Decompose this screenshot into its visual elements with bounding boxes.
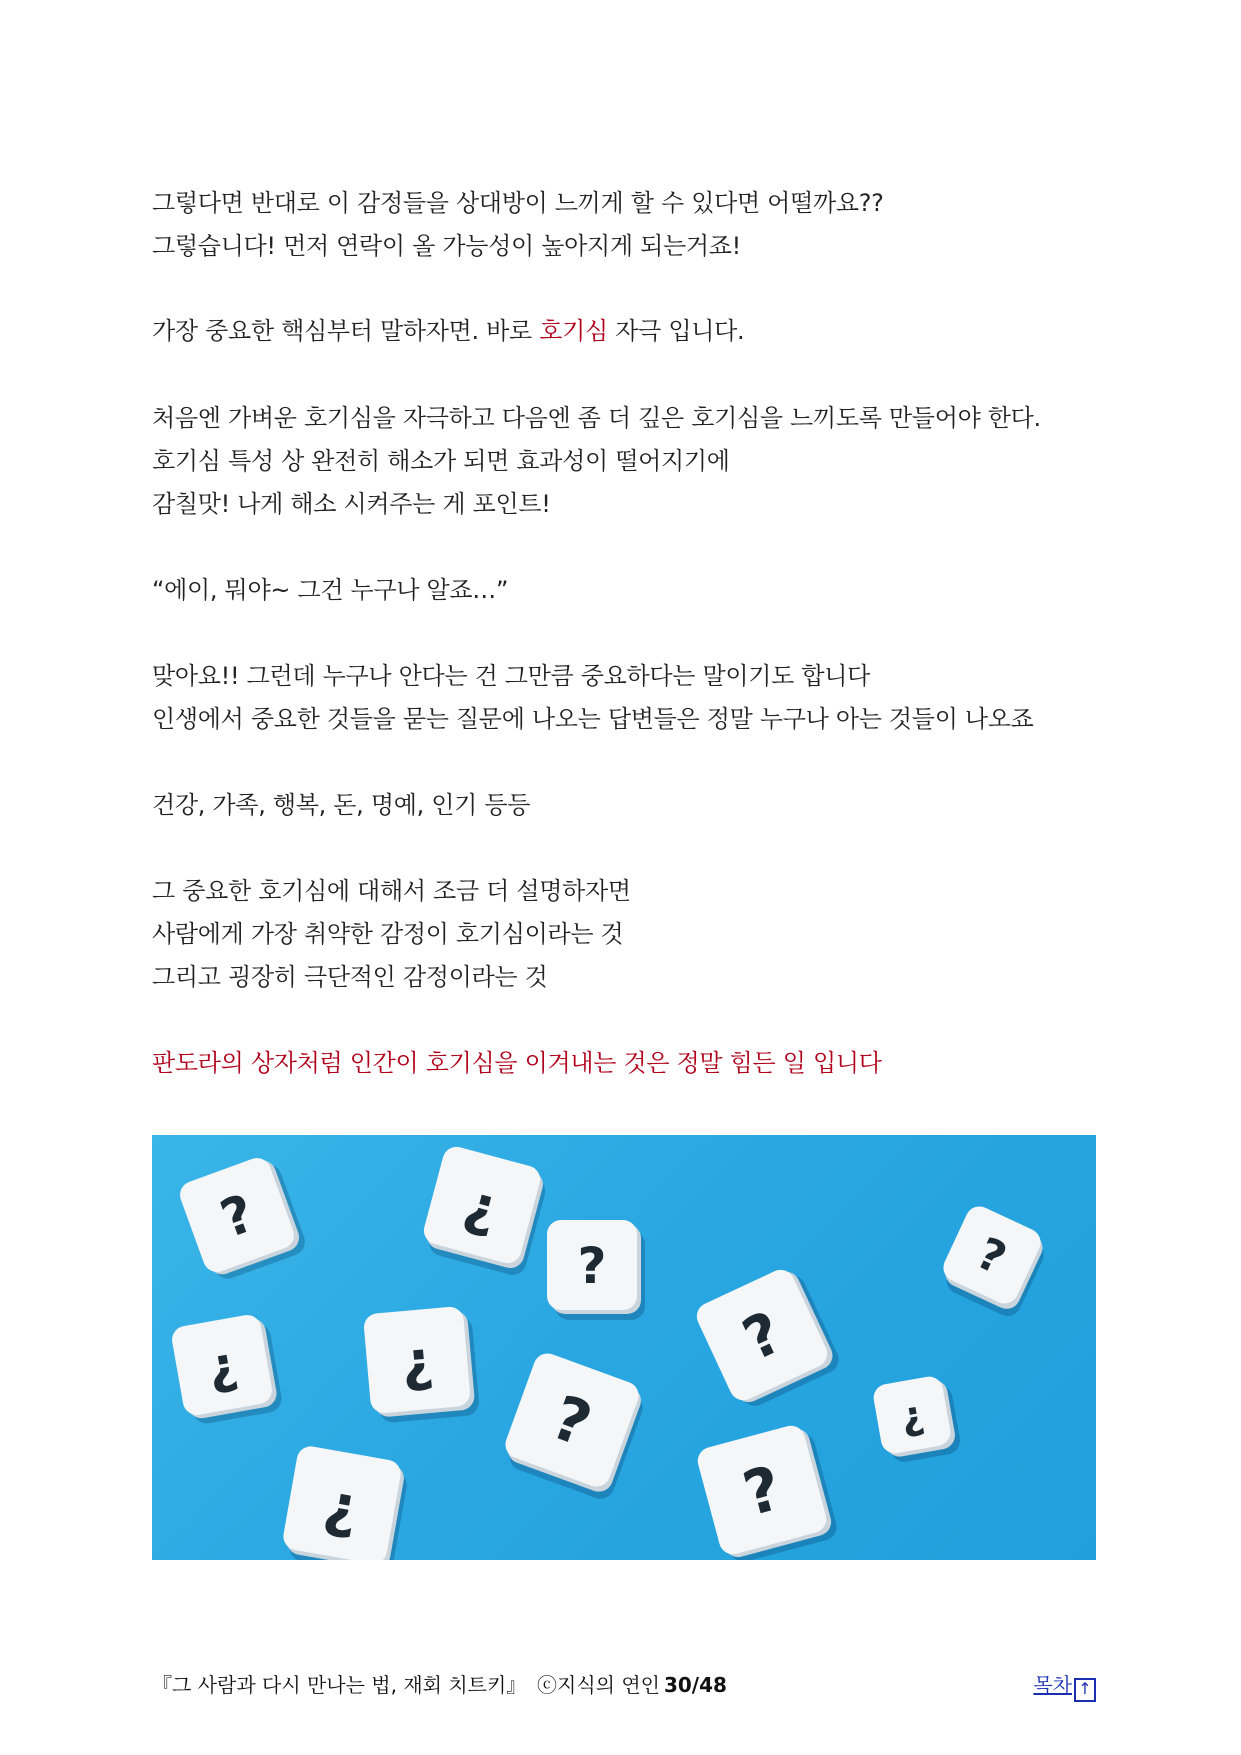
- paragraph-1-line-2: 그렇습니다! 먼저 연락이 올 가능성이 높아지게 되는거죠!: [152, 232, 741, 260]
- die-symbol: ¿: [458, 1170, 506, 1242]
- paragraph-3-line-1: 처음엔 가벼운 호기심을 자극하고 다음엔 좀 더 깊은 호기심을 느끼도록 만들어야 한다.: [152, 404, 1041, 432]
- die-symbol: ?: [969, 1227, 1014, 1285]
- question-die: [279, 1444, 410, 1560]
- die-symbol: ?: [577, 1237, 607, 1295]
- paragraph-3-line-2: 호기심 특성 상 완전히 해소가 되면 효과성이 떨어지기에: [152, 447, 730, 475]
- paragraph-3-line-3: 감칠맛! 나게 해소 시켜주는 게 포인트!: [152, 490, 551, 518]
- copyright-page: [537, 1670, 727, 1700]
- list-line: 건강, 가족, 행복, 돈, 명예, 인기 등등: [152, 791, 531, 819]
- die-symbol: ¿: [398, 1327, 436, 1395]
- paragraph-2: [152, 314, 744, 348]
- paragraph-5-line-2: 사람에게 가장 취약한 감정이 호기심이라는 것: [152, 920, 624, 948]
- die-symbol: ?: [213, 1183, 263, 1251]
- die-symbol: ?: [542, 1381, 601, 1461]
- paragraph-2-post: 자극 입니다.: [607, 317, 745, 345]
- question-die: [176, 1151, 309, 1285]
- question-die: [871, 1373, 962, 1465]
- paragraph-4-line-2: 인생에서 중요한 것들을 묻는 질문에 나오는 답변들은 정말 누구나 아는 것들이 나오죠: [152, 705, 1034, 733]
- paragraph-4-line-1: 맞아요!! 그런데 누구나 안다는 건 그만큼 중요하다는 말이기도 합니다: [152, 662, 871, 690]
- question-die: [418, 1144, 551, 1278]
- paragraph-1-line-1: 그렇다면 반대로 이 감정들을 상대방이 느끼게 할 수 있다면 어떨까요??: [152, 189, 884, 217]
- question-die: [498, 1350, 650, 1503]
- quote-line: “에이, 뭐야~ 그건 누구나 알죠…”: [152, 576, 509, 604]
- dice-illustration: [152, 1135, 1096, 1560]
- highlight-curiosity: 호기심: [539, 317, 608, 345]
- up-arrow-icon: ↑: [1074, 1678, 1096, 1702]
- toc-link[interactable]: [1033, 1670, 1096, 1702]
- die-symbol: ¿: [202, 1334, 242, 1398]
- paragraph-5-line-3: 그리고 굉장히 극단적인 감정이라는 것: [152, 963, 548, 991]
- emphasis-line: 판도라의 상자처럼 인간이 호기심을 이겨내는 것은 정말 힘든 일 입니다: [152, 1049, 882, 1077]
- question-die: [170, 1311, 284, 1426]
- die-symbol: ¿: [897, 1392, 928, 1441]
- question-dice-image: [152, 1135, 1096, 1560]
- book-title: 『그 사람과 다시 만나는 법, 재회 치트키』: [152, 1673, 527, 1697]
- die-symbol: ?: [736, 1452, 789, 1531]
- paragraph-5-line-1: 그 중요한 호기심에 대해서 조금 더 설명하자면: [152, 877, 631, 905]
- question-die: [547, 1220, 645, 1320]
- page-number: 30/48: [663, 1673, 727, 1697]
- question-die: [695, 1421, 840, 1560]
- die-symbol: ?: [732, 1297, 793, 1374]
- question-die: [692, 1262, 843, 1414]
- question-die: [935, 1202, 1053, 1321]
- page-footer: [152, 1670, 1096, 1700]
- copyright: ⓒ지식의 연인: [537, 1673, 660, 1697]
- die-symbol: ¿: [319, 1469, 365, 1543]
- paragraph-2-pre: 가장 중요한 핵심부터 말하자면. 바로: [152, 317, 540, 345]
- toc-label: 목차: [1033, 1673, 1072, 1697]
- question-die: [363, 1305, 480, 1424]
